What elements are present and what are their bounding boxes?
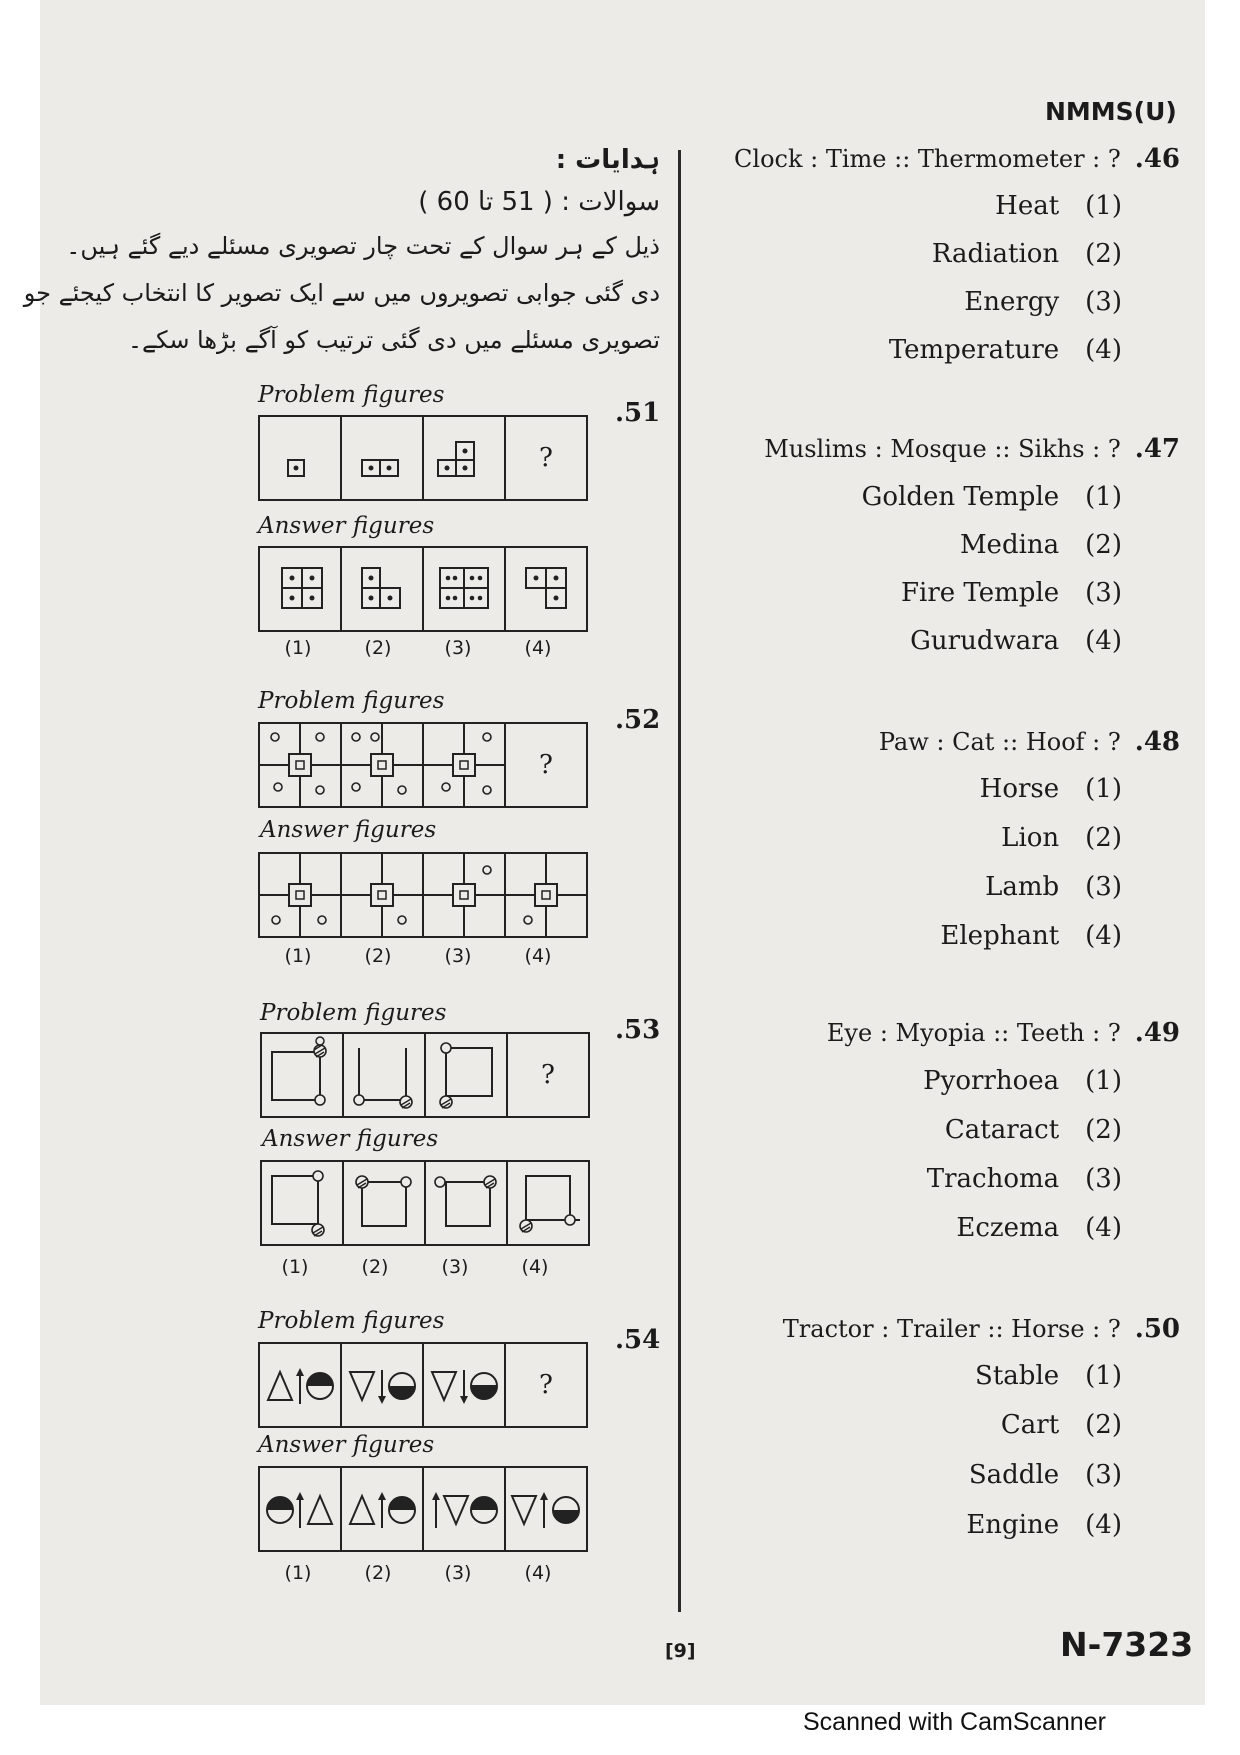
question-number: .47 bbox=[1134, 434, 1180, 464]
answer-figures-54 bbox=[258, 1466, 588, 1552]
instructions-line: دی گئی جوابی تصویروں میں سے ایک تصویر کا انتخاب کیجئے جو bbox=[23, 279, 660, 307]
problem-figures-54 bbox=[258, 1342, 588, 1428]
answer-option-2[interactable] bbox=[342, 854, 424, 936]
answer-option-4[interactable] bbox=[506, 548, 586, 630]
option-3[interactable]: Fire Temple (3) bbox=[901, 578, 1122, 608]
instructions-range: سوالات : ( 51 تا 60 ) bbox=[418, 187, 660, 217]
option-1[interactable]: Golden Temple (1) bbox=[861, 482, 1122, 512]
question-text: Paw : Cat :: Hoof : ? bbox=[878, 728, 1121, 756]
answer-option-2[interactable] bbox=[342, 548, 424, 630]
problem-figure bbox=[424, 1344, 506, 1426]
exam-code-header: NMMS(U) bbox=[1045, 97, 1177, 126]
problem-figures-53 bbox=[260, 1032, 590, 1118]
answer-option-2[interactable] bbox=[342, 1468, 424, 1550]
question-number: .53 bbox=[615, 1015, 661, 1045]
missing-figure: ? bbox=[539, 1370, 553, 1400]
option-3[interactable]: Lamb (3) bbox=[985, 872, 1122, 902]
option-1[interactable]: Stable (1) bbox=[975, 1361, 1122, 1391]
option-4[interactable]: Elephant (4) bbox=[940, 921, 1122, 951]
option-2[interactable]: Cart (2) bbox=[1000, 1410, 1122, 1440]
answer-figures-label: Answer figures bbox=[258, 513, 435, 539]
page-number: [9] bbox=[665, 1640, 696, 1662]
answer-figures-51 bbox=[258, 546, 588, 632]
problem-figures-label: Problem figures bbox=[258, 688, 445, 714]
answer-figures-label: Answer figures bbox=[260, 817, 437, 843]
answer-option-1[interactable] bbox=[260, 548, 342, 630]
problem-figure bbox=[342, 1344, 424, 1426]
question-text: Muslims : Mosque :: Sikhs : ? bbox=[764, 435, 1121, 463]
problem-figures-label: Problem figures bbox=[258, 382, 445, 408]
problem-figure bbox=[342, 724, 424, 806]
problem-figure bbox=[262, 1034, 344, 1116]
problem-figure bbox=[260, 417, 342, 499]
answer-figures-52 bbox=[258, 852, 588, 938]
option-1[interactable]: Pyorrhoea (1) bbox=[923, 1066, 1122, 1096]
problem-figure bbox=[344, 1034, 426, 1116]
option-numbers: (1) (2) (3) (4) bbox=[284, 945, 552, 967]
answer-option-4[interactable] bbox=[508, 1162, 588, 1244]
problem-figures-label: Problem figures bbox=[260, 1000, 447, 1026]
answer-option-2[interactable] bbox=[344, 1162, 426, 1244]
answer-figures-53 bbox=[260, 1160, 590, 1246]
answer-figures-label: Answer figures bbox=[262, 1126, 439, 1152]
option-2[interactable]: Lion (2) bbox=[1001, 823, 1122, 853]
paper-code: N-7323 bbox=[1060, 1625, 1194, 1664]
question-text: Clock : Time :: Thermometer : ? bbox=[734, 145, 1121, 173]
problem-figure bbox=[260, 724, 342, 806]
problem-figure bbox=[424, 417, 506, 499]
answer-option-3[interactable] bbox=[424, 1468, 506, 1550]
option-numbers: (1) (2) (3) (4) bbox=[281, 1256, 549, 1278]
question-number: .52 bbox=[615, 705, 661, 735]
option-3[interactable]: Energy (3) bbox=[964, 287, 1122, 317]
option-2[interactable]: Cataract (2) bbox=[944, 1115, 1122, 1145]
problem-figures-label: Problem figures bbox=[258, 1308, 445, 1334]
question-number: .46 bbox=[1134, 144, 1180, 174]
option-1[interactable]: Horse (1) bbox=[979, 774, 1122, 804]
missing-figure: ? bbox=[539, 443, 553, 473]
answer-option-1[interactable] bbox=[260, 854, 342, 936]
option-numbers: (1) (2) (3) (4) bbox=[284, 1562, 552, 1584]
question-number: .48 bbox=[1134, 727, 1180, 757]
option-3[interactable]: Trachoma (3) bbox=[926, 1164, 1122, 1194]
option-4[interactable]: Engine (4) bbox=[966, 1510, 1122, 1540]
column-divider bbox=[678, 150, 681, 1612]
answer-option-1[interactable] bbox=[260, 1468, 342, 1550]
option-4[interactable]: Gurudwara (4) bbox=[910, 626, 1122, 656]
option-2[interactable]: Radiation (2) bbox=[931, 239, 1122, 269]
problem-figure bbox=[426, 1034, 508, 1116]
instructions-line: تصویری مسئلے میں دی گئی ترتیب کو آگے بڑھا سکے۔ bbox=[127, 326, 660, 354]
question-number: .49 bbox=[1134, 1018, 1180, 1048]
option-4[interactable]: Temperature (4) bbox=[888, 335, 1122, 365]
question-text: Eye : Myopia :: Teeth : ? bbox=[826, 1019, 1121, 1047]
problem-figure bbox=[260, 1344, 342, 1426]
question-number: .54 bbox=[615, 1325, 661, 1355]
answer-option-4[interactable] bbox=[506, 1468, 586, 1550]
answer-option-1[interactable] bbox=[262, 1162, 344, 1244]
problem-figure bbox=[424, 724, 506, 806]
option-numbers: (1) (2) (3) (4) bbox=[284, 637, 552, 659]
option-4[interactable]: Eczema (4) bbox=[956, 1213, 1122, 1243]
scanner-watermark: Scanned with CamScanner bbox=[803, 1708, 1106, 1736]
option-3[interactable]: Saddle (3) bbox=[968, 1460, 1122, 1490]
instructions-heading: ہدایات : bbox=[555, 145, 660, 175]
answer-option-3[interactable] bbox=[424, 854, 506, 936]
option-2[interactable]: Medina (2) bbox=[959, 530, 1122, 560]
answer-option-3[interactable] bbox=[426, 1162, 508, 1244]
answer-option-4[interactable] bbox=[506, 854, 586, 936]
question-number: .51 bbox=[615, 398, 661, 428]
problem-figure bbox=[342, 417, 424, 499]
question-text: Tractor : Trailer :: Horse : ? bbox=[782, 1315, 1121, 1343]
problem-figures-51 bbox=[258, 415, 588, 501]
instructions-line: ذیل کے ہر سوال کے تحت چار تصویری مسئلے دیے گئے ہیں۔ bbox=[66, 232, 660, 260]
question-number: .50 bbox=[1134, 1314, 1180, 1344]
option-1[interactable]: Heat (1) bbox=[995, 191, 1122, 221]
answer-option-3[interactable] bbox=[424, 548, 506, 630]
answer-figures-label: Answer figures bbox=[258, 1432, 435, 1458]
missing-figure: ? bbox=[539, 750, 553, 780]
problem-figures-52 bbox=[258, 722, 588, 808]
missing-figure: ? bbox=[541, 1060, 555, 1090]
